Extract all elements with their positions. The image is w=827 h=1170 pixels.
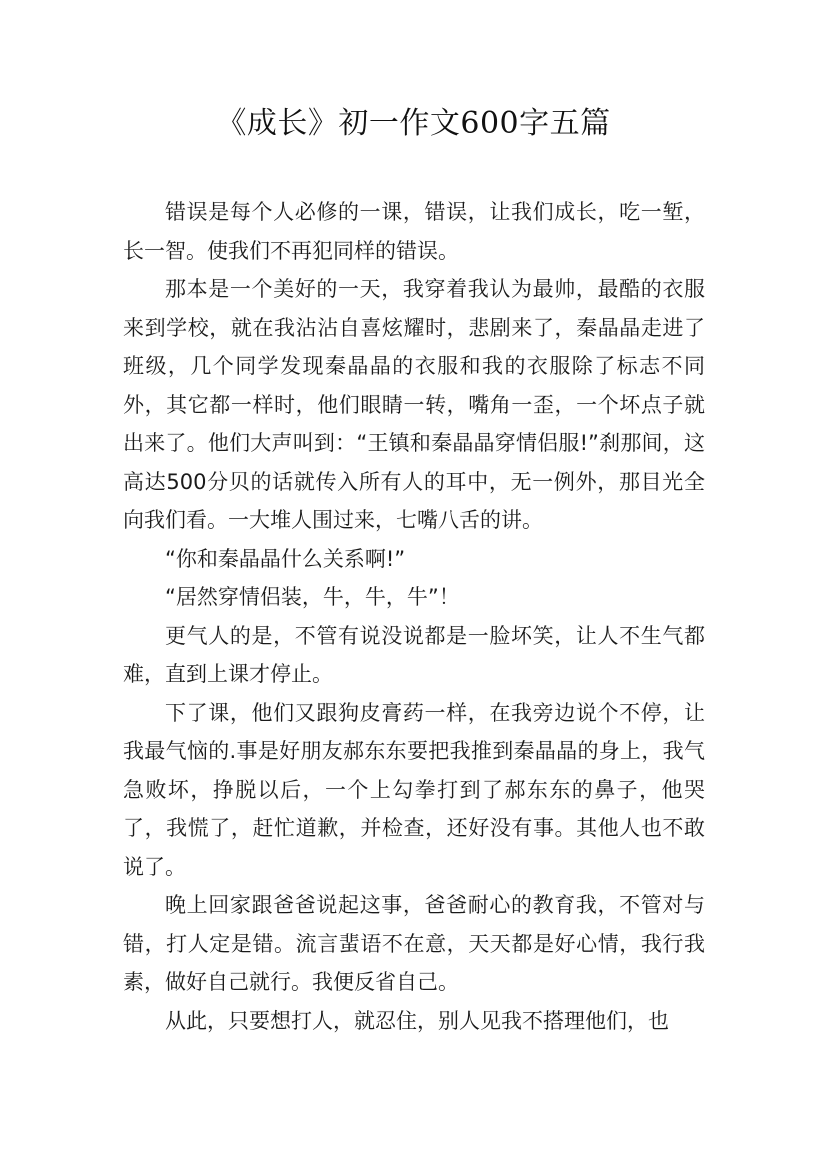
document-title: 《成长》初一作文600字五篇 [216,106,611,141]
document-body [123,193,705,1040]
paragraph: 下了课，他们又跟狗皮膏药一样，在我旁边说个不停，让我最气恼的.事是好朋友郝东东要把我推到秦晶晶的身上，我气急败坏，挣脱以后，一个上勾拳打到了郝东东的鼻子，他哭了，我慌了，赶忙道歉，并检查，还好没有事。其他人也不敢说了。 [123,700,705,879]
paragraph-quote: “你和秦晶晶什么关系啊!” [165,546,406,571]
paragraph: 错误是每个人必修的一课，错误，让我们成长，吃一堑，长一智。使我们不再犯同样的错误。 [123,200,705,263]
paragraph: 晚上回家跟爸爸说起这事，爸爸耐心的教育我，不管对与错，打人定是错。流言蜚语不在意，天天都是好心情，我行我素，做好自己就行。我便反省自己。 [123,893,705,994]
paragraph-quote: “居然穿情侣装，牛，牛，牛”！ [165,585,460,609]
paragraph: 更气人的是，不管有说没说都是一脸坏笑，让人不生气都难，直到上课才停止。 [123,623,705,686]
paragraph: 那本是一个美好的一天，我穿着我认为最帅，最酷的衣服来到学校，就在我沾沾自喜炫耀时，悲剧来了，秦晶晶走进了班级，几个同学发现秦晶晶的衣服和我的衣服除了标志不同外，其它都一样时，他们眼睛一转，嘴角一歪，一个坏点子就出来了。他们大声叫到：“王镇和秦晶晶穿情侣服!”刹那间，这高达500分贝的话就传入所有人的耳中，无一例外，那目光全向我们看。一大堆人围过来，七嘴八舌的讲。 [123,277,705,532]
paragraph: 从此，只要想打人，就忍住，别人见我不搭理他们，也 [165,1008,669,1033]
